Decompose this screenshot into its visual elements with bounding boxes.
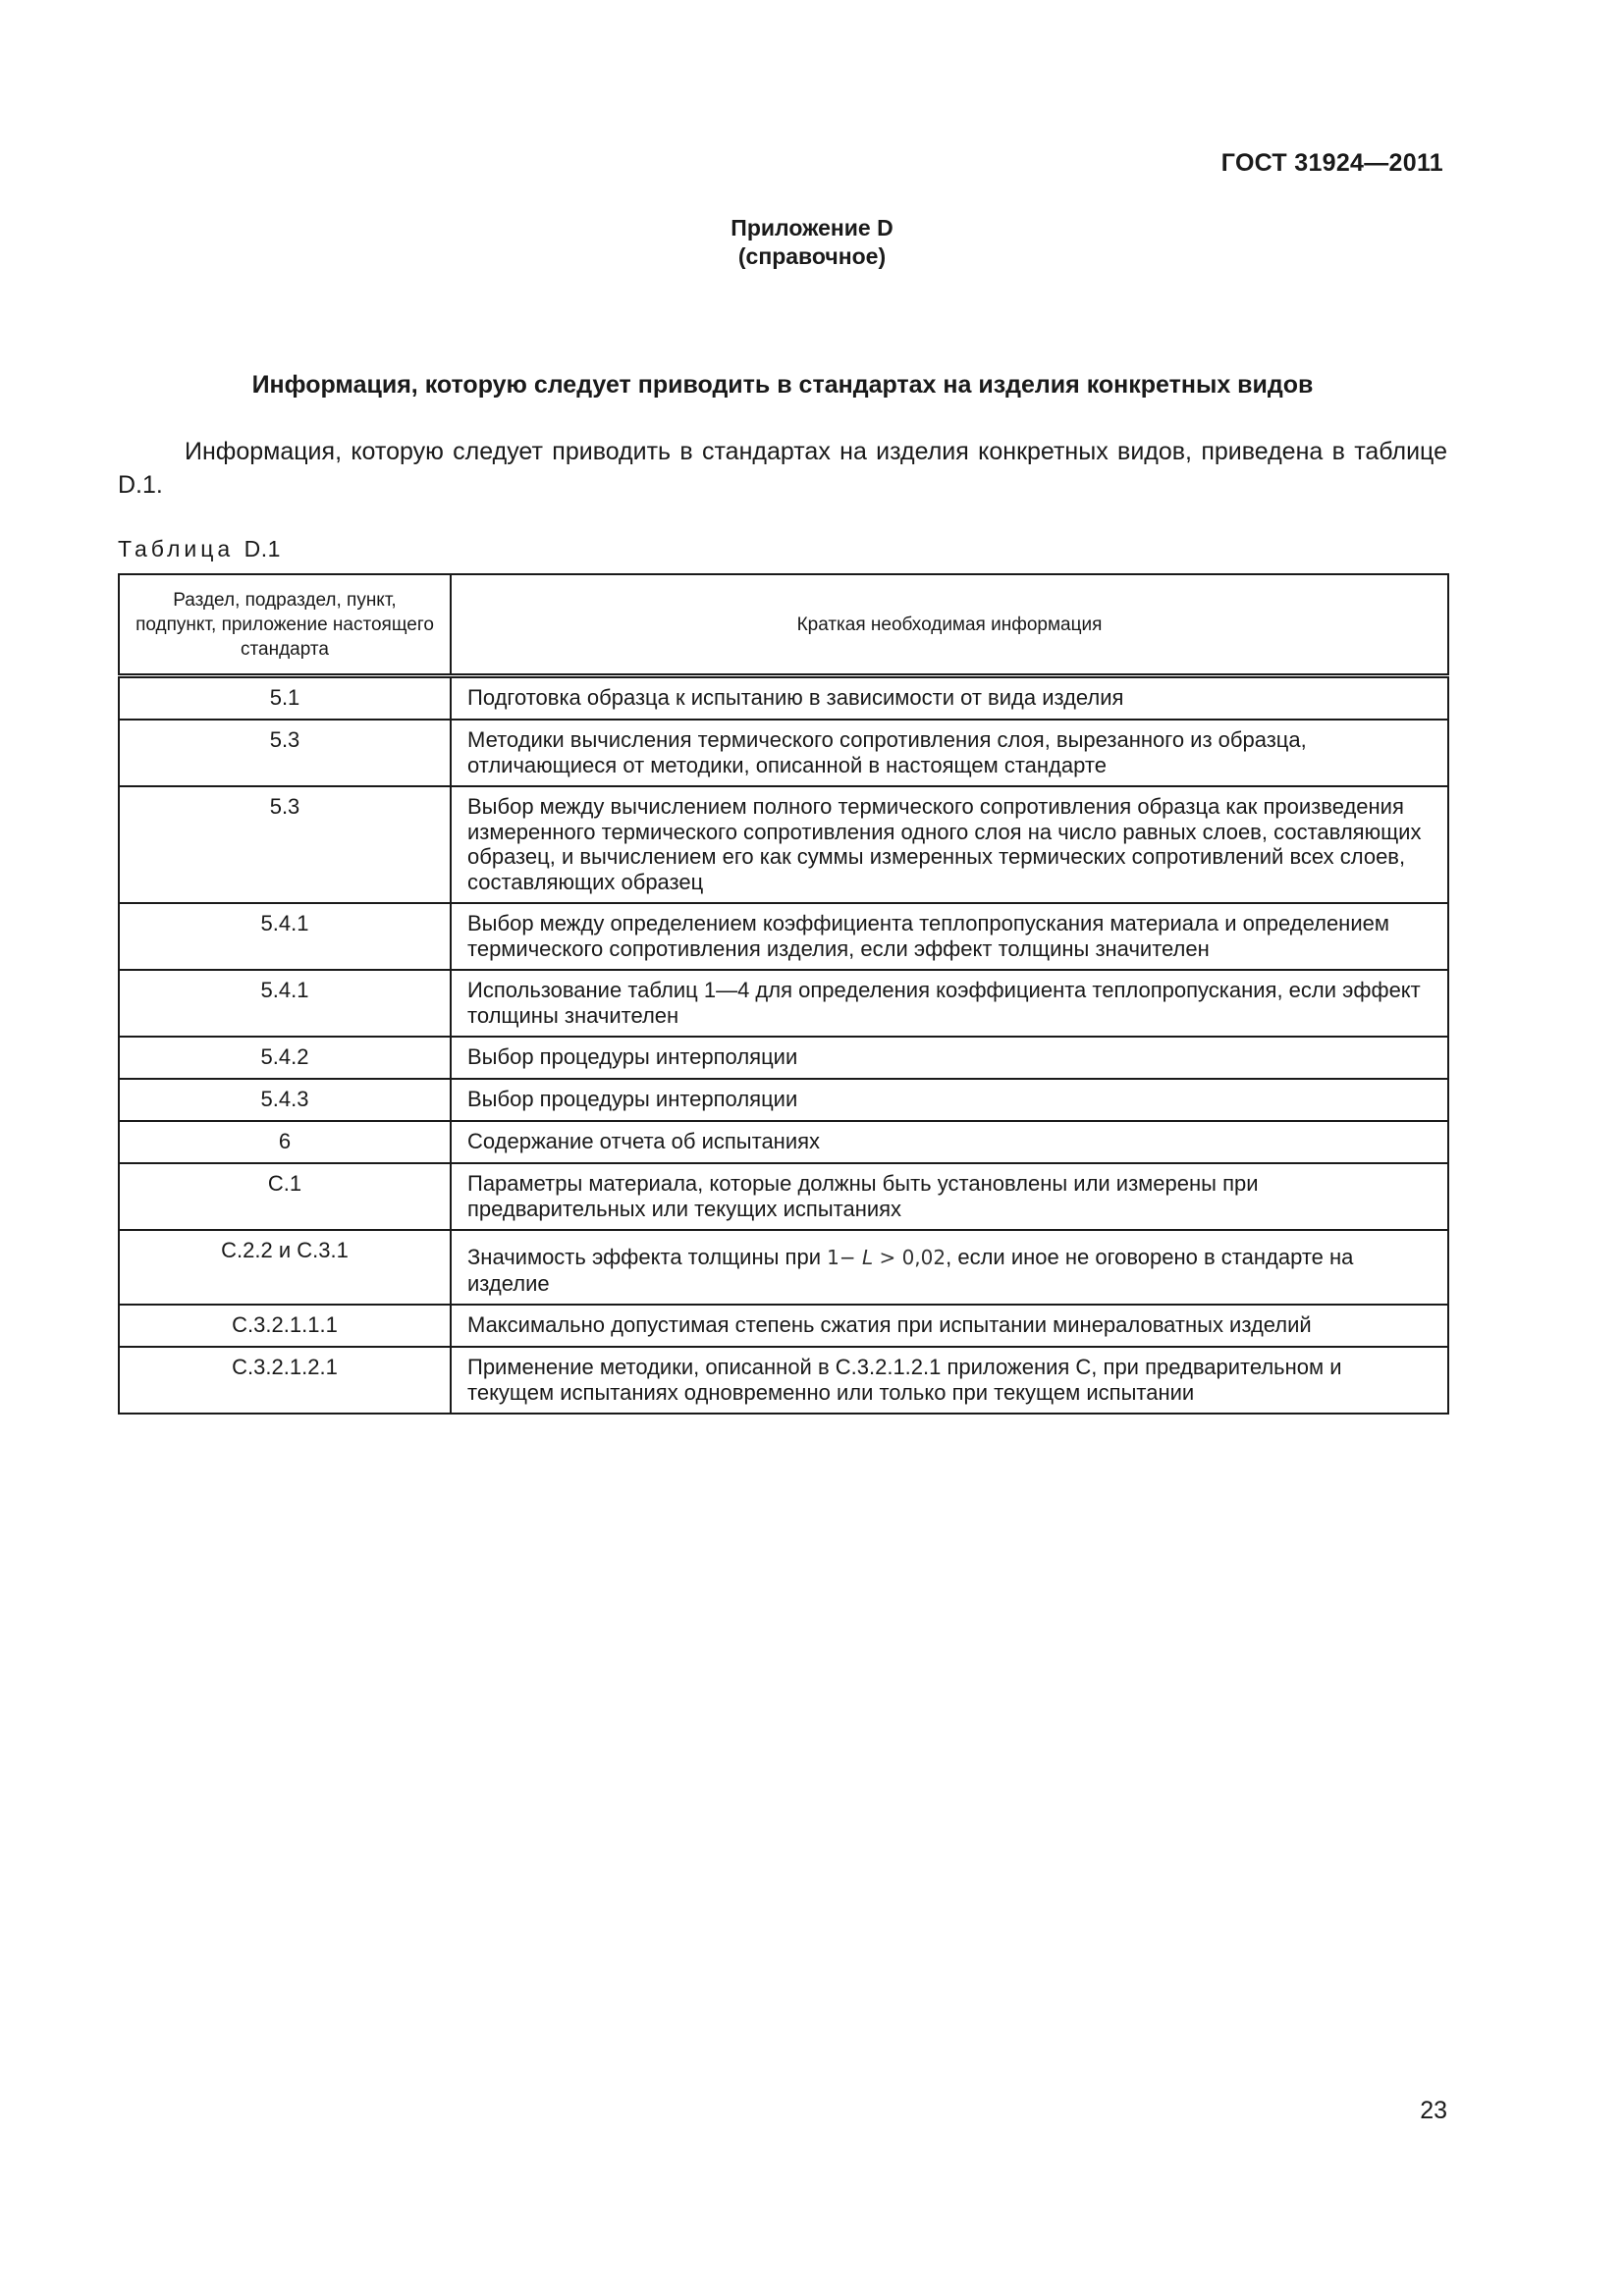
table-row xyxy=(119,1163,1448,1230)
row-section: C.2.2 и C.3.1 xyxy=(119,1230,451,1305)
appendix-heading xyxy=(0,214,1624,271)
row-info xyxy=(451,1230,1448,1305)
row-section: 5.4.1 xyxy=(119,903,451,970)
row-info: Использование таблиц 1—4 для определения коэффициента теплопропускания, если эффект толщины значителен xyxy=(451,970,1448,1037)
row-section: 5.1 xyxy=(119,676,451,721)
row-section: 6 xyxy=(119,1121,451,1163)
table-row xyxy=(119,903,1448,970)
row-info: Применение методики, описанной в C.3.2.1.2.1 приложения C, при предварительном и текущем испытаниях одновременно или только при текущем испытании xyxy=(451,1347,1448,1414)
table-row xyxy=(119,786,1448,903)
row-section: 5.3 xyxy=(119,720,451,786)
row-info: Методики вычисления термического сопротивления слоя, вырезанного из образца, отличающиеся от методики, описанной в настоящем стандарте xyxy=(451,720,1448,786)
table-row xyxy=(119,1347,1448,1414)
row-section: 5.4.2 xyxy=(119,1037,451,1079)
table-caption-label: Таблица xyxy=(118,536,235,561)
row-info: Содержание отчета об испытаниях xyxy=(451,1121,1448,1163)
row-info: Выбор между вычислением полного термического сопротивления образца как произведения измеренного термического сопротивления одного слоя на число равных слоев, составляющих образец, и вычислением его как суммы измеренных термических сопротивлений всех слоев, составляющих образец xyxy=(451,786,1448,903)
row-info: Параметры материала, которые должны быть установлены или измерены при предварительных или текущих испытаниях xyxy=(451,1163,1448,1230)
row-section: C.3.2.1.1.1 xyxy=(119,1305,451,1347)
intro-paragraph: Информация, которую следует приводить в стандартах на изделия конкретных видов, приведена в таблице D.1. xyxy=(118,438,1447,499)
thickness-formula: 1− L > 0,02 xyxy=(827,1246,947,1269)
appendix-title: Приложение D xyxy=(731,215,893,240)
table-row xyxy=(119,720,1448,786)
table-row xyxy=(119,1079,1448,1121)
table-row xyxy=(119,676,1448,721)
row-info: Выбор процедуры интерполяции xyxy=(451,1037,1448,1079)
row-info: Подготовка образца к испытанию в зависимости от вида изделия xyxy=(451,676,1448,721)
row-section: 5.3 xyxy=(119,786,451,903)
page-number: 23 xyxy=(1420,2097,1447,2124)
document-code: ГОСТ 31924—2011 xyxy=(1220,149,1443,177)
row-info: Выбор процедуры интерполяции xyxy=(451,1079,1448,1121)
row-section: C.3.2.1.2.1 xyxy=(119,1347,451,1414)
section-heading: Информация, которую следует приводить в стандартах на изделия конкретных видов xyxy=(251,371,1314,399)
row-info-text-after: , если иное не оговорено в стандарте на изделие xyxy=(467,1245,1354,1296)
info-table xyxy=(118,573,1449,1415)
header-section-col: Раздел, подраздел, пункт, подпункт, приложение настоящего стандарта xyxy=(119,574,451,676)
row-section: C.1 xyxy=(119,1163,451,1230)
table-row xyxy=(119,970,1448,1037)
row-info: Выбор между определением коэффициента теплопропускания материала и определением термического сопротивления изделия, если эффект толщины значителен xyxy=(451,903,1448,970)
table-caption xyxy=(118,536,281,562)
row-info-text-before: Значимость эффекта толщины при xyxy=(467,1245,821,1269)
appendix-subtitle: (справочное) xyxy=(737,243,887,269)
table-caption-number: D.1 xyxy=(244,536,281,561)
table-header-row xyxy=(119,574,1448,676)
row-info: Максимально допустимая степень сжатия при испытании минераловатных изделий xyxy=(451,1305,1448,1347)
table-row xyxy=(119,1037,1448,1079)
table-row xyxy=(119,1121,1448,1163)
table-row xyxy=(119,1305,1448,1347)
row-section: 5.4.1 xyxy=(119,970,451,1037)
table-row xyxy=(119,1230,1448,1305)
row-section: 5.4.3 xyxy=(119,1079,451,1121)
header-info-col: Краткая необходимая информация xyxy=(451,574,1448,676)
